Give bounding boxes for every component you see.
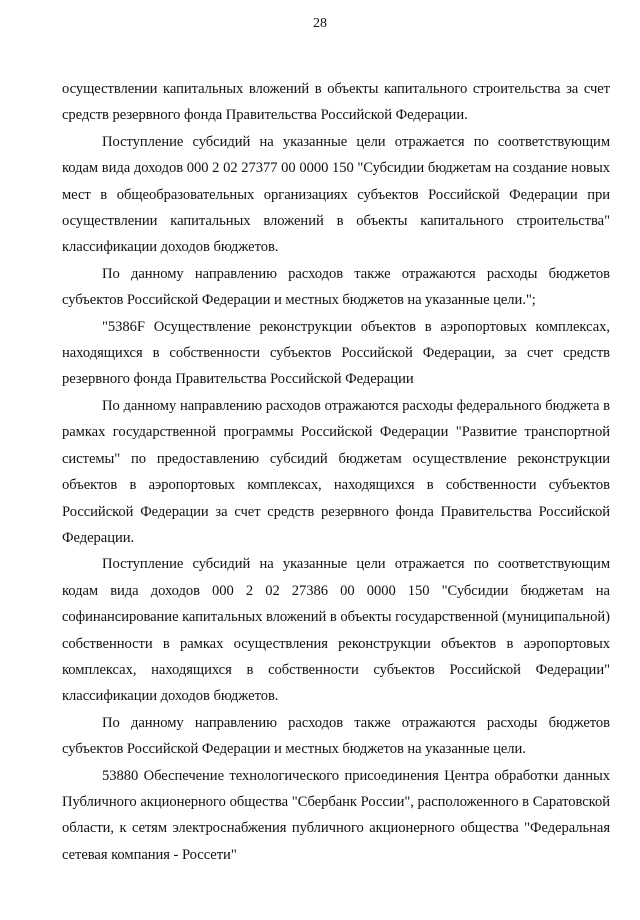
paragraph-regional-expenses: По данному направлению расходов также отражаются расходы бюджетов субъектов Российской Федерации и местных бюджетов на указанные цели."; (62, 265, 610, 309)
paragraph-5386f-heading: "5386F Осуществление реконструкции объектов в аэропортовых комплексах, находящихся в собственности субъектов Российской Федерации, за счет средств резервного фонда Правительства Российской Федерации (62, 318, 610, 388)
paragraph-53880-heading: 53880 Обеспечение технологического присоединения Центра обработки данных Публичного акционерного общества "Сбербанк России", расположенного в Саратовской области, к сетям электроснабжения публичного акционерного общества "Федеральная сетевая компания - Россети" (62, 767, 610, 863)
page-number: 28 (313, 16, 327, 31)
paragraph-income-codes-27386: Поступление субсидий на указанные цели отражается по соответствующим кодам вида доходов 000 2 02 27386 00 0000 150 "Субсидии бюджетам на софинансирование капитальных вложений в объекты государственной (муниципальной) собственности в рамках осуществления реконструкции объектов в аэропортовых комплексах, находящихся в собственности субъектов Российской Федерации" классификации доходов бюджетов. (62, 556, 610, 705)
paragraph-continuation: осуществлении капитальных вложений в объекты капитального строительства за счет средств резервного фонда Правительства Российской Федерации. (62, 81, 610, 124)
document-body (62, 76, 610, 868)
paragraph-income-codes-27377: Поступление субсидий на указанные цели отражается по соответствующим кодам вида доходов 000 2 02 27377 00 0000 150 "Субсидии бюджетам на создание новых мест в общеобразовательных организациях субъектов Российской Федерации при осуществлении капитальных вложений в объекты капитального строительства" классификации доходов бюджетов. (62, 133, 610, 256)
paragraph-regional-expenses-2: По данному направлению расходов также отражаются расходы бюджетов субъектов Российской Федерации и местных бюджетов на указанные цели. (62, 714, 610, 758)
paragraph-federal-expenses: По данному направлению расходов отражаются расходы федерального бюджета в рамках государственной программы Российской Федерации "Развитие транспортной системы" по предоставлению субсидий бюджетам осуществление реконструкции объектов в аэропортовых комплексах, находящихся в собственности субъектов Российской Федерации за счет средств резервного фонда Правительства Российской Федерации. (62, 397, 610, 546)
